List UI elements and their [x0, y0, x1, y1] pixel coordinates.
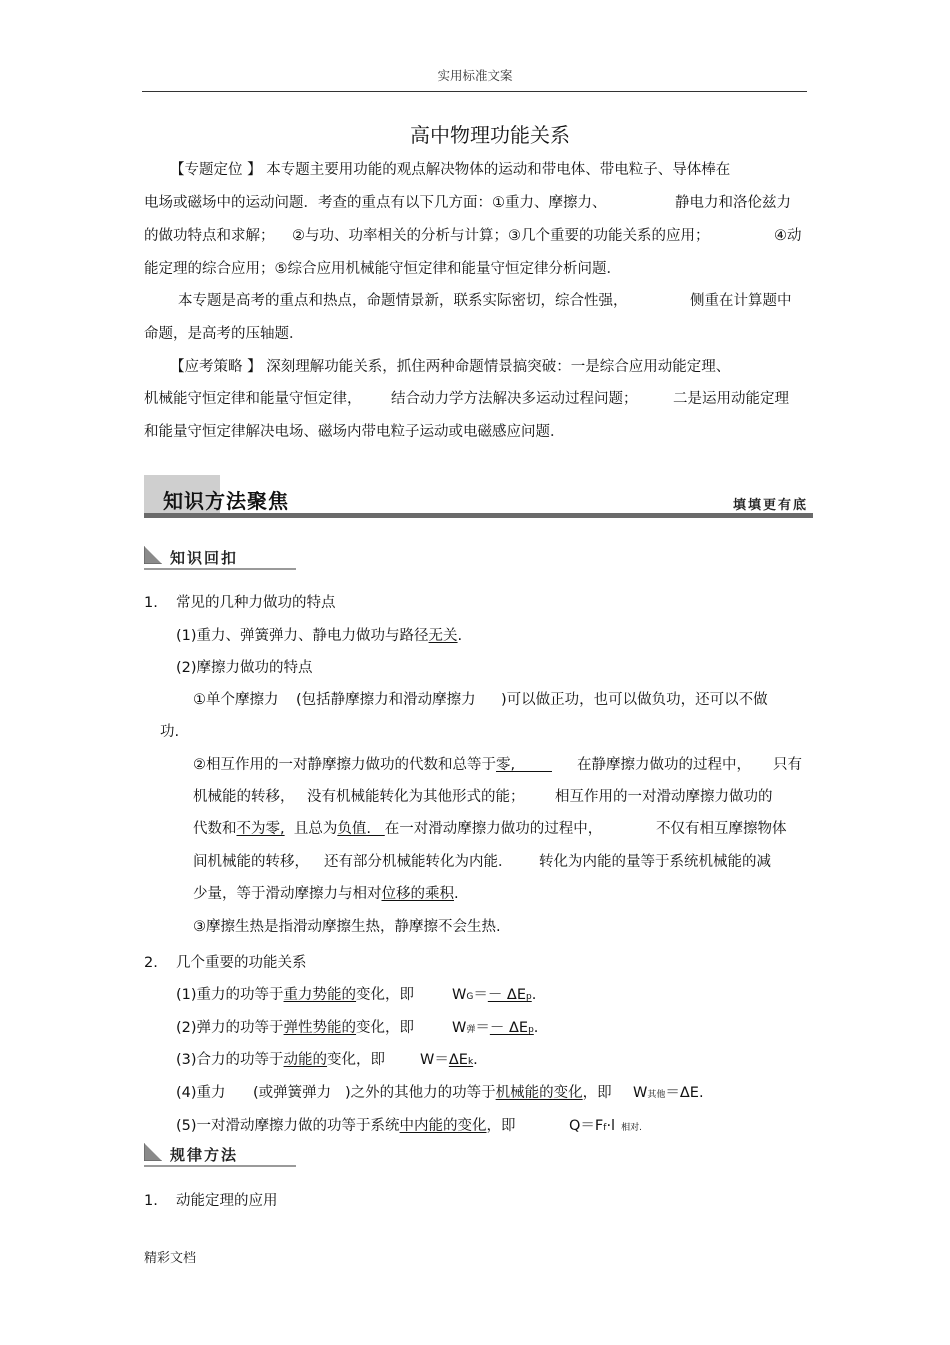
list-item: 只有 [773, 757, 802, 773]
list-item: 代数和不为零, 且总为负值. 在一对滑动摩擦力做功的过程中， [193, 821, 603, 837]
relation-formula: Q＝Ff·l 相对. [569, 1118, 642, 1134]
list-number: 2. [144, 955, 158, 971]
section-title-knowledge: 知识回扣 [170, 549, 239, 567]
intro-line-3c: ④动 [774, 228, 802, 244]
banner-slogan: 填填更有底 [733, 498, 809, 513]
intro-line-5: 本专题是高考的重点和热点，命题情景新，联系实际密切，综合性强， [178, 293, 628, 309]
list-item: ③摩擦生热是指滑动摩擦生热，静摩擦不会生热. [193, 919, 501, 935]
header-rule [142, 91, 807, 92]
intro-line-7: 【应考策略 】 深刻理解功能关系，抓住两种命题情景搞突破：一是综合应用动能定理、 [170, 359, 731, 375]
intro-line-3b: ②与功、功率相关的分析与计算；③几个重要的功能关系的应用； [292, 228, 710, 244]
relation-row: (4)重力 [176, 1085, 226, 1101]
list-item: 相互作用的一对滑动摩擦力做功的 [555, 789, 773, 805]
intro-line-3: 的做功特点和求解； [144, 228, 275, 244]
intro-line-9: 和能量守恒定律解决电场、磁场内带电粒子运动或电磁感应问题． [144, 424, 565, 440]
list-item: 在静摩擦力做功的过程中， [577, 757, 751, 773]
relation-formula: W弹＝－ ΔEp. [452, 1020, 539, 1036]
intro-line-4: 能定理的综合应用；⑤综合应用机械能守恒定律和能量守恒定律分析问题． [144, 261, 621, 277]
relation-row: (5)一对滑动摩擦力做的功等于系统中内能的变化，即 [176, 1118, 516, 1134]
intro-line-2b: 静电力和洛伦兹力 [675, 195, 791, 211]
list-heading: 动能定理的应用 [176, 1193, 278, 1209]
list-number: 1. [144, 1193, 158, 1209]
intro-line-8c: 二是运用动能定理 [673, 391, 789, 407]
list-item: ①单个摩擦力 [193, 692, 279, 708]
intro-line-2: 电场或磁场中的运动问题．考查的重点有以下几方面：①重力、摩擦力、 [144, 195, 607, 211]
relation-row: (或弹簧弹力 [253, 1085, 332, 1101]
list-item: 转化为内能的量等于系统机械能的减 [539, 854, 771, 870]
list-item: 少量，等于滑动摩擦力与相对位移的乘积. [193, 886, 459, 902]
list-item: (1)重力、弹簧弹力、静电力做功与路径无关. [176, 628, 463, 644]
list-item: ②相互作用的一对静摩擦力做功的代数和总等于零, [193, 757, 552, 773]
intro-line-6: 命题，是高考的压轴题． [144, 326, 304, 342]
intro-line-8: 机械能守恒定律和能量守恒定律， [144, 391, 362, 407]
list-item: 不仅有相互摩擦物体 [656, 821, 787, 837]
relation-formula: W其他＝ΔE. [633, 1085, 704, 1101]
relation-formula: WG＝－ ΔEp. [452, 987, 537, 1003]
page-footer: 精彩文档 [144, 1251, 197, 1266]
relation-row: (1)重力的功等于重力势能的变化，即 [176, 987, 415, 1003]
document-title: 高中物理功能关系 [410, 123, 570, 147]
relation-formula: W＝ΔEk. [420, 1052, 478, 1068]
section-corner-icon [144, 546, 162, 568]
page-header: 实用标准文案 [437, 68, 513, 83]
list-item: (包括静摩擦力和滑动摩擦力 [296, 692, 476, 708]
section-rule [144, 1165, 296, 1167]
relation-row: )之外的其他力的功等于机械能的变化，即 [345, 1085, 612, 1101]
list-heading: 常见的几种力做功的特点 [176, 595, 336, 611]
section-rule [144, 568, 296, 570]
intro-line-8b: 结合动力学方法解决多运动过程问题； [391, 391, 638, 407]
list-item: 机械能的转移， [193, 789, 295, 805]
banner-title: 知识方法聚焦 [163, 489, 289, 513]
intro-line-1: 【专题定位 】 本专题主要用功能的观点解决物体的运动和带电体、带电粒子、导体棒在 [170, 162, 731, 178]
list-item: 功. [160, 724, 180, 740]
list-item: 间机械能的转移， [193, 854, 309, 870]
list-heading: 几个重要的功能关系 [176, 955, 307, 971]
list-number: 1. [144, 595, 158, 611]
list-item: )可以做正功，也可以做负功，还可以不做 [501, 692, 768, 708]
list-item: (2)摩擦力做功的特点 [176, 660, 313, 676]
section-corner-icon [144, 1143, 162, 1165]
list-item: 还有部分机械能转化为内能． [324, 854, 513, 870]
list-item: 没有机械能转化为其他形式的能； [307, 789, 525, 805]
relation-row: (2)弹力的功等于弹性势能的变化，即 [176, 1020, 415, 1036]
section-title-methods: 规律方法 [170, 1146, 239, 1164]
relation-row: (3)合力的功等于动能的变化，即 [176, 1052, 386, 1068]
intro-line-5b: 侧重在计算题中 [690, 293, 792, 309]
